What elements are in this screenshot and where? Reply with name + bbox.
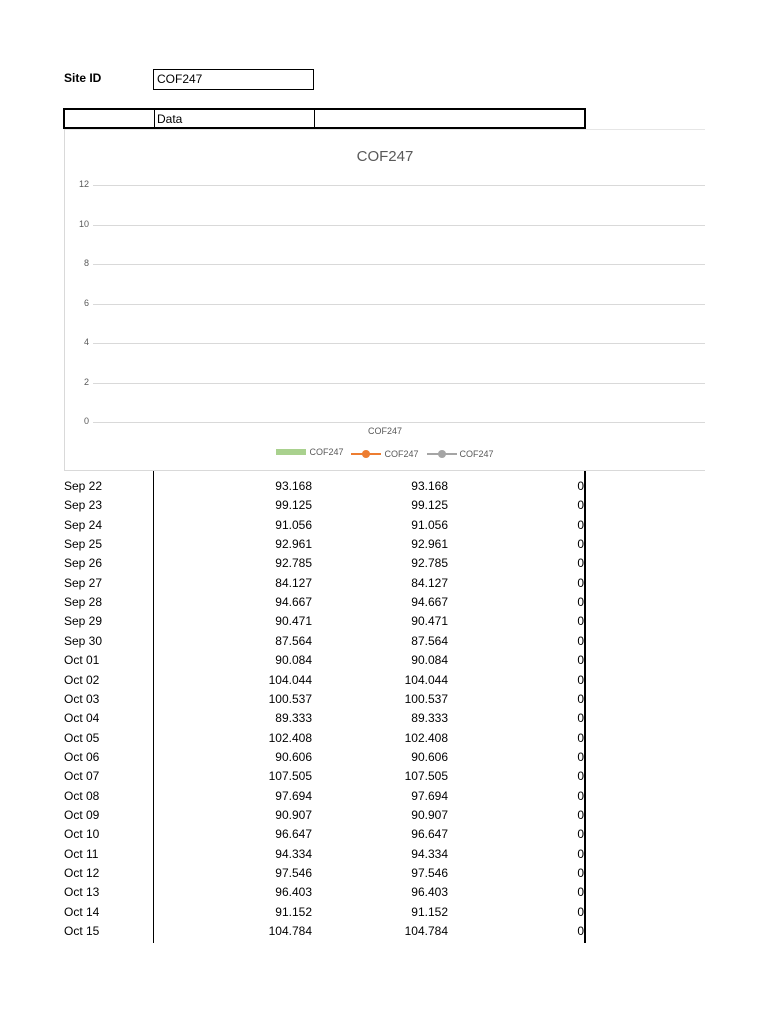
legend-label: COF247 [459,449,494,459]
row-value-3[interactable]: 0 [577,730,584,745]
y-tick-label: 10 [78,218,89,229]
row-value-1[interactable]: 102.408 [268,730,312,745]
row-date[interactable]: Oct 09 [64,807,100,822]
chart-legend [65,447,705,459]
row-date[interactable]: Sep 29 [64,614,103,629]
row-value-3[interactable]: 0 [577,479,584,493]
row-date[interactable]: Oct 03 [64,691,100,706]
legend-item [276,447,343,457]
legend-bar-swatch [276,449,306,455]
row-date[interactable]: Oct 05 [64,730,100,745]
row-date[interactable]: Oct 14 [64,904,100,919]
header-cell-empty[interactable] [65,110,155,127]
row-value-1[interactable]: 94.667 [275,595,312,610]
row-value-2[interactable]: 104.044 [404,672,448,687]
table-row [0,517,768,536]
row-value-1[interactable]: 100.537 [268,691,312,706]
row-value-3[interactable]: 0 [577,517,584,532]
row-value-1[interactable]: 91.056 [275,517,312,532]
site-id-cell[interactable]: COF247 [153,69,314,90]
row-date[interactable]: Oct 12 [64,866,100,880]
row-value-2[interactable]: 91.152 [411,904,448,919]
row-value-1[interactable]: 99.125 [275,498,312,513]
table-row [0,865,768,884]
legend-line-swatch [351,453,381,455]
row-value-2[interactable]: 90.907 [411,807,448,822]
row-value-2[interactable]: 94.334 [411,846,448,861]
table-row [0,575,768,594]
row-value-1[interactable]: 84.127 [275,575,312,590]
row-value-3[interactable]: 0 [577,788,584,803]
row-value-1[interactable]: 96.647 [275,827,312,842]
row-value-3[interactable]: 0 [577,885,584,900]
legend-label: COF247 [384,449,419,459]
gridline [93,383,705,384]
row-value-1[interactable]: 104.044 [268,672,312,687]
row-value-2[interactable]: 93.168 [411,479,448,493]
row-value-2[interactable]: 91.056 [411,517,448,532]
row-date[interactable]: Sep 26 [64,556,103,571]
row-value-1[interactable]: 93.168 [275,479,312,493]
row-date[interactable]: Sep 24 [64,517,103,532]
row-value-3[interactable]: 0 [577,711,584,726]
row-value-3[interactable]: 0 [577,904,584,919]
y-tick-label: 2 [83,376,89,387]
row-value-2[interactable]: 92.785 [411,556,448,571]
row-value-2[interactable]: 99.125 [411,498,448,513]
gridline [93,264,705,265]
row-value-3[interactable]: 0 [577,653,584,668]
legend-item [351,449,418,459]
row-value-2[interactable]: 87.564 [411,633,448,648]
row-value-3[interactable]: 0 [577,595,584,610]
table-row [0,555,768,574]
row-value-2[interactable]: 97.546 [411,866,448,880]
table-row [0,536,768,555]
row-date[interactable]: Oct 13 [64,885,100,900]
row-value-3[interactable]: 0 [577,691,584,706]
row-value-1[interactable]: 91.152 [275,904,312,919]
row-value-1[interactable]: 90.907 [275,807,312,822]
table-row [0,788,768,807]
table-row [0,633,768,652]
row-value-2[interactable]: 90.606 [411,749,448,764]
row-value-3[interactable]: 0 [577,614,584,629]
table-row [0,846,768,865]
table-row [0,594,768,613]
row-date[interactable]: Sep 25 [64,537,103,552]
row-value-3[interactable]: 0 [577,672,584,687]
gridline [93,185,705,186]
header-cell-data[interactable]: Data [154,110,315,127]
table-row [0,672,768,691]
row-value-3[interactable]: 0 [577,749,584,764]
row-value-2[interactable]: 96.647 [411,827,448,842]
row-value-1[interactable]: 92.961 [275,537,312,552]
row-value-2[interactable]: 104.784 [404,924,448,939]
row-value-3[interactable]: 0 [577,807,584,822]
site-id-label: Site ID [64,71,102,85]
row-date[interactable]: Oct 02 [64,672,100,687]
chart-title: COF247 [356,148,414,165]
y-tick-label: 0 [83,416,89,426]
row-value-1[interactable]: 104.784 [268,924,312,939]
legend-item [427,449,494,459]
y-tick-label: 6 [83,297,89,308]
table-row [0,652,768,671]
row-value-1[interactable]: 97.694 [275,788,312,803]
table-row [0,807,768,826]
row-value-2[interactable]: 92.961 [411,537,448,552]
row-value-1[interactable]: 97.546 [275,866,312,880]
row-value-1[interactable]: 107.505 [268,769,312,784]
table-row [0,497,768,516]
table-row [0,884,768,903]
row-value-3[interactable]: 0 [577,556,584,571]
row-value-2[interactable]: 84.127 [411,575,448,590]
row-date[interactable]: Oct 07 [64,769,100,784]
table-row [0,749,768,768]
row-value-3[interactable]: 0 [577,633,584,648]
row-date[interactable]: Sep 28 [64,595,103,610]
table-row [0,904,768,923]
row-date[interactable]: Oct 10 [64,827,100,842]
row-value-1[interactable]: 87.564 [275,633,312,648]
row-value-1[interactable]: 90.606 [275,749,312,764]
row-value-3[interactable]: 0 [577,846,584,861]
row-date[interactable]: Oct 15 [64,924,100,939]
row-value-3[interactable]: 0 [577,537,584,552]
row-date[interactable]: Oct 04 [64,711,100,726]
gridline [93,343,705,344]
row-value-2[interactable]: 96.403 [411,885,448,900]
y-tick-label: 12 [78,179,89,189]
row-value-3[interactable]: 0 [577,827,584,842]
x-category-label: COF247 [367,426,402,436]
table-row [0,768,768,787]
table-row [0,710,768,729]
legend-label: COF247 [309,447,344,457]
table-row [0,691,768,710]
row-value-1[interactable]: 89.333 [275,711,312,726]
table-row [0,923,768,942]
row-date[interactable]: Sep 23 [64,498,103,513]
row-value-2[interactable]: 94.667 [411,595,448,610]
row-value-1[interactable]: 96.403 [275,885,312,900]
row-value-2[interactable]: 90.084 [411,653,448,668]
row-date[interactable]: Oct 08 [64,788,100,803]
table-row [0,730,768,749]
row-value-1[interactable]: 92.785 [275,556,312,571]
legend-line-swatch [427,453,457,455]
row-date[interactable]: Oct 06 [64,749,100,764]
row-value-2[interactable]: 102.408 [404,730,448,745]
row-date[interactable]: Oct 01 [64,653,100,668]
row-date[interactable]: Sep 22 [64,479,103,493]
gridline [93,422,705,423]
gridline [93,304,705,305]
table-row [0,613,768,632]
table-header [63,108,586,129]
row-date[interactable]: Sep 27 [64,575,103,590]
chart[interactable] [64,129,705,471]
row-value-1[interactable]: 90.471 [275,614,312,629]
row-date[interactable]: Sep 30 [64,633,103,648]
row-value-2[interactable]: 107.505 [404,769,448,784]
table-row [0,826,768,845]
row-date[interactable]: Oct 11 [64,846,99,861]
row-value-3[interactable]: 0 [577,866,584,880]
row-value-2[interactable]: 100.537 [404,691,448,706]
table-row [0,478,768,497]
gridline [93,225,705,226]
row-value-1[interactable]: 94.334 [275,846,312,861]
row-value-3[interactable]: 0 [577,575,584,590]
row-value-3[interactable]: 0 [577,769,584,784]
row-value-1[interactable]: 90.084 [275,653,312,668]
row-value-3[interactable]: 0 [577,924,584,939]
y-tick-label: 4 [83,337,89,347]
row-value-2[interactable]: 97.694 [411,788,448,803]
row-value-2[interactable]: 90.471 [411,614,448,629]
y-tick-label: 8 [83,258,89,268]
row-value-3[interactable]: 0 [577,498,584,513]
row-value-2[interactable]: 89.333 [411,711,448,726]
